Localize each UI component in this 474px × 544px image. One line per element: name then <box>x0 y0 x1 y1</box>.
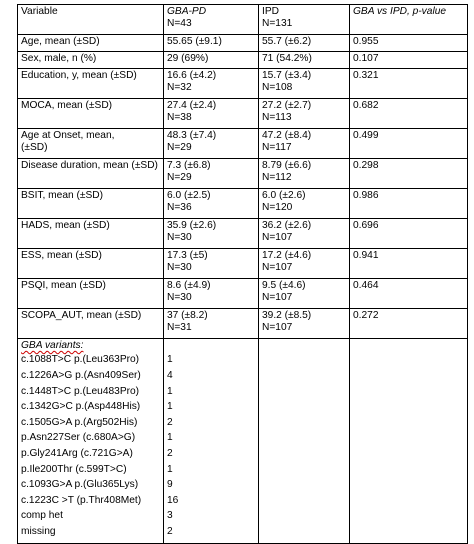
row-label-text: Sex, male, n (%) <box>21 53 97 64</box>
gba-n: N=31 <box>167 322 192 334</box>
table-row <box>18 129 468 159</box>
p-cell <box>350 219 468 249</box>
ipd-n: N=107 <box>262 292 293 304</box>
ipd-value: 47.2 (±8.4) <box>262 130 312 141</box>
variants-names-cell <box>18 339 164 544</box>
header-gba-pd <box>164 5 259 35</box>
row-label <box>18 309 164 339</box>
p-cell <box>350 189 468 219</box>
gba-value: 29 (69%) <box>167 53 209 64</box>
gba-n: N=30 <box>167 292 192 304</box>
ipd-cell <box>259 52 350 69</box>
gba-cell <box>164 189 259 219</box>
row-label <box>18 99 164 129</box>
ipd-value: 6.0 (±2.6) <box>262 190 306 201</box>
p-value: 0.986 <box>353 190 379 201</box>
p-value: 0.321 <box>353 70 379 81</box>
ipd-value: 55.7 (±6.2) <box>262 36 312 47</box>
ipd-n: N=117 <box>262 142 292 154</box>
gba-cell <box>164 129 259 159</box>
header-p-value <box>350 5 468 35</box>
row-label <box>18 52 164 69</box>
gba-cell <box>164 219 259 249</box>
ipd-cell <box>259 99 350 129</box>
row-label-text-line2: (±SD) <box>21 142 48 154</box>
variant-count: 1 <box>167 463 173 475</box>
header-gba-pd-text: GBA-PD <box>167 6 207 17</box>
table-row <box>18 52 468 69</box>
ipd-cell <box>259 219 350 249</box>
gba-value: 48.3 (±7.4) <box>167 130 217 141</box>
table-row <box>18 219 468 249</box>
row-label-text: SCOPA_AUT, mean (±SD) <box>21 310 142 321</box>
ipd-n: N=108 <box>262 82 293 94</box>
variant-name: p.Asn227Ser (c.680A>G) <box>21 432 136 444</box>
ipd-value: 15.7 (±3.4) <box>262 70 312 81</box>
demographics-table <box>17 4 468 544</box>
ipd-cell <box>259 249 350 279</box>
variant-name: comp het <box>21 510 63 522</box>
variants-title: GBA variants: <box>21 340 84 351</box>
variants-empty-cell <box>350 339 468 544</box>
gba-cell <box>164 35 259 52</box>
table-row <box>18 99 468 129</box>
table-row <box>18 309 468 339</box>
gba-value: 6.0 (±2.5) <box>167 190 211 201</box>
variant-count: 1 <box>167 401 173 413</box>
gba-value: 37 (±8.2) <box>167 310 208 321</box>
variant-count: 4 <box>167 369 173 381</box>
p-cell <box>350 99 468 129</box>
gba-value: 16.6 (±4.2) <box>167 70 217 81</box>
p-value: 0.955 <box>353 36 379 47</box>
gba-value: 35.9 (±2.6) <box>167 220 217 231</box>
p-cell <box>350 52 468 69</box>
p-cell <box>350 279 468 309</box>
row-label <box>18 189 164 219</box>
gba-value: 17.3 (±5) <box>167 250 208 261</box>
p-value: 0.464 <box>353 280 379 291</box>
gba-cell <box>164 99 259 129</box>
header-p-value-text: GBA vs IPD, p-value <box>353 6 447 17</box>
p-value: 0.682 <box>353 100 379 111</box>
row-label <box>18 69 164 99</box>
row-label <box>18 159 164 189</box>
variant-count: 2 <box>167 416 173 428</box>
p-value: 0.272 <box>353 310 379 321</box>
p-value: 0.298 <box>353 160 379 171</box>
variant-name: c.1088T>C p.(Leu363Pro) <box>21 354 140 366</box>
variant-count: 9 <box>167 479 173 491</box>
gba-cell <box>164 279 259 309</box>
header-ipd-n: N=131 <box>262 18 293 30</box>
variant-count-list <box>167 352 255 541</box>
gba-n: N=29 <box>167 142 192 154</box>
ipd-value: 17.2 (±4.6) <box>262 250 312 261</box>
p-cell <box>350 249 468 279</box>
row-label-text: Disease duration, mean (±SD) <box>21 160 158 171</box>
variant-name-list <box>21 352 160 541</box>
variant-count: 1 <box>167 354 173 366</box>
p-value: 0.107 <box>353 53 379 64</box>
row-label-text: BSIT, mean (±SD) <box>21 190 104 201</box>
gba-cell <box>164 52 259 69</box>
gba-value: 7.3 (±6.8) <box>167 160 211 171</box>
table-row <box>18 279 468 309</box>
gba-n: N=30 <box>167 232 192 244</box>
variant-name: p.Gly241Arg (c.721G>A) <box>21 447 133 459</box>
row-label-text: Education, y, mean (±SD) <box>21 70 137 81</box>
p-value: 0.696 <box>353 220 379 231</box>
ipd-n: N=107 <box>262 232 293 244</box>
p-cell <box>350 35 468 52</box>
gba-cell <box>164 309 259 339</box>
ipd-value: 27.2 (±2.7) <box>262 100 312 111</box>
variant-name: c.1226A>G p.(Asn409Ser) <box>21 370 141 381</box>
ipd-n: N=107 <box>262 262 293 274</box>
gba-value: 8.6 (±4.9) <box>167 280 211 291</box>
header-gba-pd-n: N=43 <box>167 18 192 30</box>
variant-name: c.1505G>A p.(Arg502His) <box>21 416 138 428</box>
header-ipd <box>259 5 350 35</box>
p-cell <box>350 69 468 99</box>
gba-n: N=36 <box>167 202 192 214</box>
ipd-cell <box>259 189 350 219</box>
ipd-n: N=107 <box>262 322 293 334</box>
gba-n: N=30 <box>167 262 192 274</box>
ipd-value: 39.2 (±8.5) <box>262 310 312 321</box>
gba-cell <box>164 69 259 99</box>
gba-cell <box>164 249 259 279</box>
variant-name: c.1223C >T (p.Thr408Met) <box>21 494 142 506</box>
table-row <box>18 35 468 52</box>
ipd-cell <box>259 159 350 189</box>
variants-counts-cell <box>164 339 259 544</box>
ipd-value: 71 (54.2%) <box>262 53 312 64</box>
ipd-cell <box>259 129 350 159</box>
row-label <box>18 129 164 159</box>
variant-name: p.Ile200Thr (c.599T>C) <box>21 463 127 475</box>
variant-count: 2 <box>167 447 173 459</box>
ipd-value: 36.2 (±2.6) <box>262 220 312 231</box>
row-label <box>18 249 164 279</box>
ipd-value: 8.79 (±6.6) <box>262 160 312 171</box>
row-label <box>18 219 164 249</box>
gba-n: N=38 <box>167 112 192 124</box>
gba-cell <box>164 159 259 189</box>
p-cell <box>350 159 468 189</box>
row-label-text: PSQI, mean (±SD) <box>21 280 106 291</box>
gba-value: 55.65 (±9.1) <box>167 36 222 47</box>
variant-count: 1 <box>167 385 173 397</box>
variant-name: c.1448T>C p.(Leu483Pro) <box>21 385 140 397</box>
gba-n: N=32 <box>167 82 192 94</box>
table-row <box>18 189 468 219</box>
header-row <box>18 5 468 35</box>
ipd-n: N=112 <box>262 172 292 184</box>
header-variable <box>18 5 164 35</box>
ipd-cell <box>259 35 350 52</box>
gba-n: N=29 <box>167 172 192 184</box>
variant-name: missing <box>21 525 56 537</box>
row-label-text: Age, mean (±SD) <box>21 36 100 47</box>
ipd-cell <box>259 69 350 99</box>
variant-name: c.1093G>A p.(Glu365Lys) <box>21 479 139 491</box>
row-label-text: ESS, mean (±SD) <box>21 250 102 261</box>
ipd-value: 9.5 (±4.6) <box>262 280 306 291</box>
ipd-n: N=120 <box>262 202 293 214</box>
ipd-cell <box>259 279 350 309</box>
header-variable-text: Variable <box>21 6 58 17</box>
row-label <box>18 279 164 309</box>
gba-value: 27.4 (±2.4) <box>167 100 217 111</box>
row-label-text: Age at Onset, mean, <box>21 130 115 141</box>
variant-count: 2 <box>167 525 173 537</box>
table-row <box>18 249 468 279</box>
variants-empty-cell <box>259 339 350 544</box>
row-label-text: MOCA, mean (±SD) <box>21 100 113 111</box>
p-cell <box>350 129 468 159</box>
variant-name: c.1342G>C p.(Asp448His) <box>21 401 141 413</box>
row-label <box>18 35 164 52</box>
ipd-n: N=113 <box>262 112 292 124</box>
table-row <box>18 159 468 189</box>
table-row <box>18 69 468 99</box>
variant-count: 3 <box>167 510 173 522</box>
p-value: 0.941 <box>353 250 379 261</box>
variant-count: 1 <box>167 432 173 444</box>
ipd-cell <box>259 309 350 339</box>
p-cell <box>350 309 468 339</box>
p-value: 0.499 <box>353 130 379 141</box>
variant-count: 16 <box>167 494 179 506</box>
variants-row <box>18 339 468 544</box>
row-label-text: HADS, mean (±SD) <box>21 220 110 231</box>
header-ipd-text: IPD <box>262 6 279 17</box>
